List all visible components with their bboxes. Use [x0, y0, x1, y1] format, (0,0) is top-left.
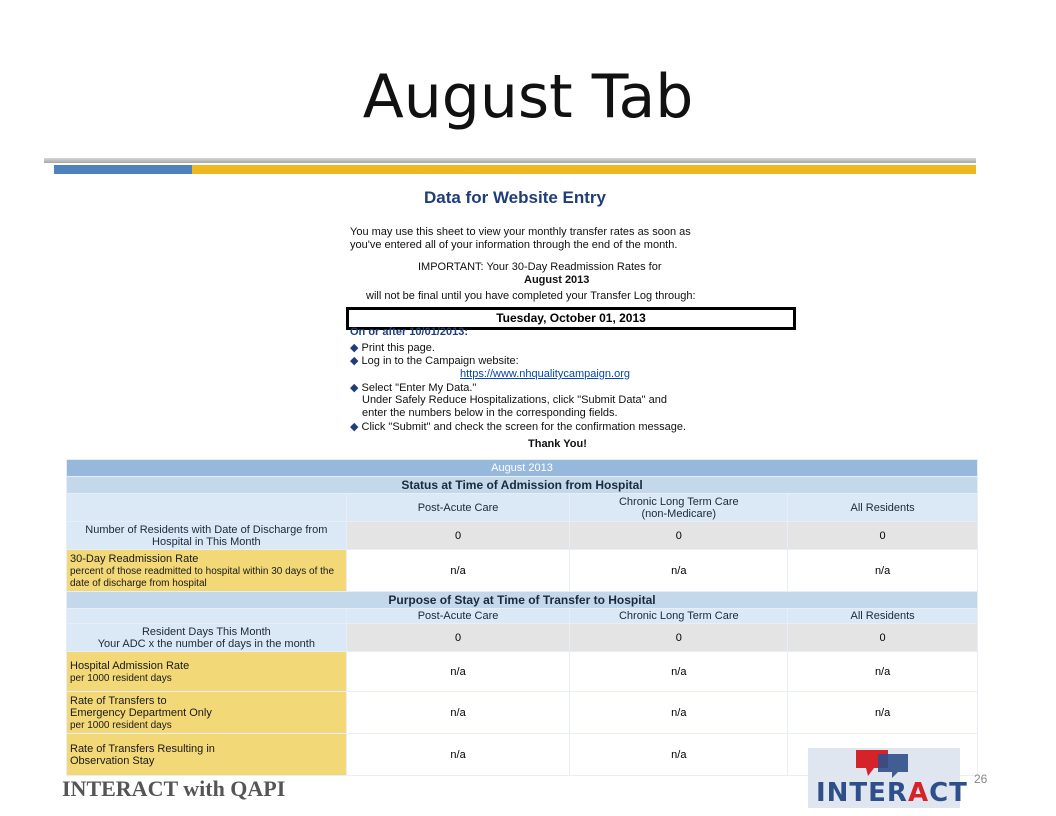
- step-2: ◆ Log in to the Campaign website:: [350, 355, 519, 367]
- month-header-row: [67, 460, 978, 477]
- important-line: IMPORTANT: Your 30-Day Readmission Rates for: [418, 261, 662, 273]
- rates-table: [66, 459, 978, 776]
- interact-logo: [808, 748, 968, 808]
- cell-value: n/a: [570, 550, 788, 592]
- cell-value: 0: [346, 522, 570, 550]
- col-post-acute: Post-Acute Care: [346, 609, 570, 624]
- cell-value: n/a: [570, 692, 788, 734]
- cell-value: n/a: [346, 550, 570, 592]
- cell-value: 0: [570, 522, 788, 550]
- cell-value: 0: [788, 522, 978, 550]
- row-label: Rate of Transfers Resulting in Observation Stay: [67, 734, 347, 776]
- deadline-box: Tuesday, October 01, 2013: [346, 307, 796, 330]
- footer-text: INTERACT with QAPI: [62, 776, 286, 801]
- row-label: Resident Days This Month Your ADC x the number of days in the month: [67, 624, 347, 652]
- section-row: [67, 477, 978, 494]
- intro-line-1: You may use this sheet to view your monthly transfer rates as soon as: [350, 226, 691, 238]
- cell-value: n/a: [570, 734, 788, 776]
- step-1: ◆ Print this page.: [350, 342, 435, 354]
- row-label: 30-Day Readmission Rate percent of those readmitted to hospital within 30 days of the date of discharge from hospital: [67, 550, 347, 592]
- empty-header-cell: [67, 609, 347, 624]
- page-number: 26: [974, 772, 988, 786]
- cell-value: n/a: [788, 652, 978, 692]
- table-row: [67, 652, 978, 692]
- cell-value: n/a: [346, 692, 570, 734]
- cell-value: 0: [346, 624, 570, 652]
- section-row: [67, 592, 978, 609]
- col-chronic: Chronic Long Term Care: [570, 609, 788, 624]
- table-row: [67, 624, 978, 652]
- section-1-title: Status at Time of Admission from Hospital: [67, 477, 978, 494]
- month-bold: August 2013: [524, 274, 590, 286]
- title-divider: [44, 158, 976, 163]
- empty-header-cell: [67, 494, 347, 522]
- cell-value: n/a: [788, 550, 978, 592]
- speech-bubbles-icon: [808, 748, 960, 778]
- logo-wordmark: INTERACT: [816, 778, 968, 808]
- accent-bar-gold: [192, 165, 976, 174]
- col-post-acute: Post-Acute Care: [346, 494, 570, 522]
- sheet-heading: Data for Website Entry: [423, 188, 606, 207]
- step-4: ◆ Click "Submit" and check the screen for the confirmation message.: [350, 421, 687, 433]
- thank-you: Thank You!: [528, 438, 587, 450]
- table-row: [67, 522, 978, 550]
- col-chronic: Chronic Long Term Care (non-Medicare): [570, 494, 788, 522]
- bullet-icon: ◆: [350, 355, 359, 367]
- month-header: August 2013: [67, 460, 978, 477]
- cell-value: 0: [788, 624, 978, 652]
- step-3-line-3: enter the numbers below in the corresponding fields.: [362, 407, 618, 419]
- not-final-line: will not be final until you have completed your Transfer Log through:: [366, 290, 696, 302]
- cell-value: 0: [570, 624, 788, 652]
- cell-value: n/a: [570, 652, 788, 692]
- on-or-after: On or after 10/01/2013:: [350, 326, 469, 338]
- table-row: [67, 692, 978, 734]
- cell-value: n/a: [346, 734, 570, 776]
- column-header-row: [67, 494, 978, 522]
- column-header-row: [67, 609, 978, 624]
- bullet-icon: ◆: [350, 342, 359, 354]
- table-row: [67, 550, 978, 592]
- intro-line-2: you've entered all of your information through the end of the month.: [350, 239, 678, 251]
- campaign-link[interactable]: https://www.nhqualitycampaign.org: [460, 368, 630, 380]
- row-label: Number of Residents with Date of Discharge from Hospital in This Month: [67, 522, 347, 550]
- col-all-residents: All Residents: [788, 609, 978, 624]
- step-3: ◆ Select "Enter My Data.": [350, 382, 477, 394]
- slide-title: August Tab: [362, 62, 694, 132]
- spreadsheet-screenshot: [54, 176, 976, 767]
- row-label: Hospital Admission Rate per 1000 resident days: [67, 652, 347, 692]
- row-label: Rate of Transfers to Emergency Department Only per 1000 resident days: [67, 692, 347, 734]
- step-3-line-2: Under Safely Reduce Hospitalizations, click "Submit Data" and: [362, 394, 667, 406]
- section-2-title: Purpose of Stay at Time of Transfer to Hospital: [67, 592, 978, 609]
- col-all-residents: All Residents: [788, 494, 978, 522]
- accent-bar-blue: [54, 165, 192, 174]
- cell-value: n/a: [788, 692, 978, 734]
- bullet-icon: ◆: [350, 382, 359, 394]
- cell-value: n/a: [346, 652, 570, 692]
- bullet-icon: ◆: [350, 421, 359, 433]
